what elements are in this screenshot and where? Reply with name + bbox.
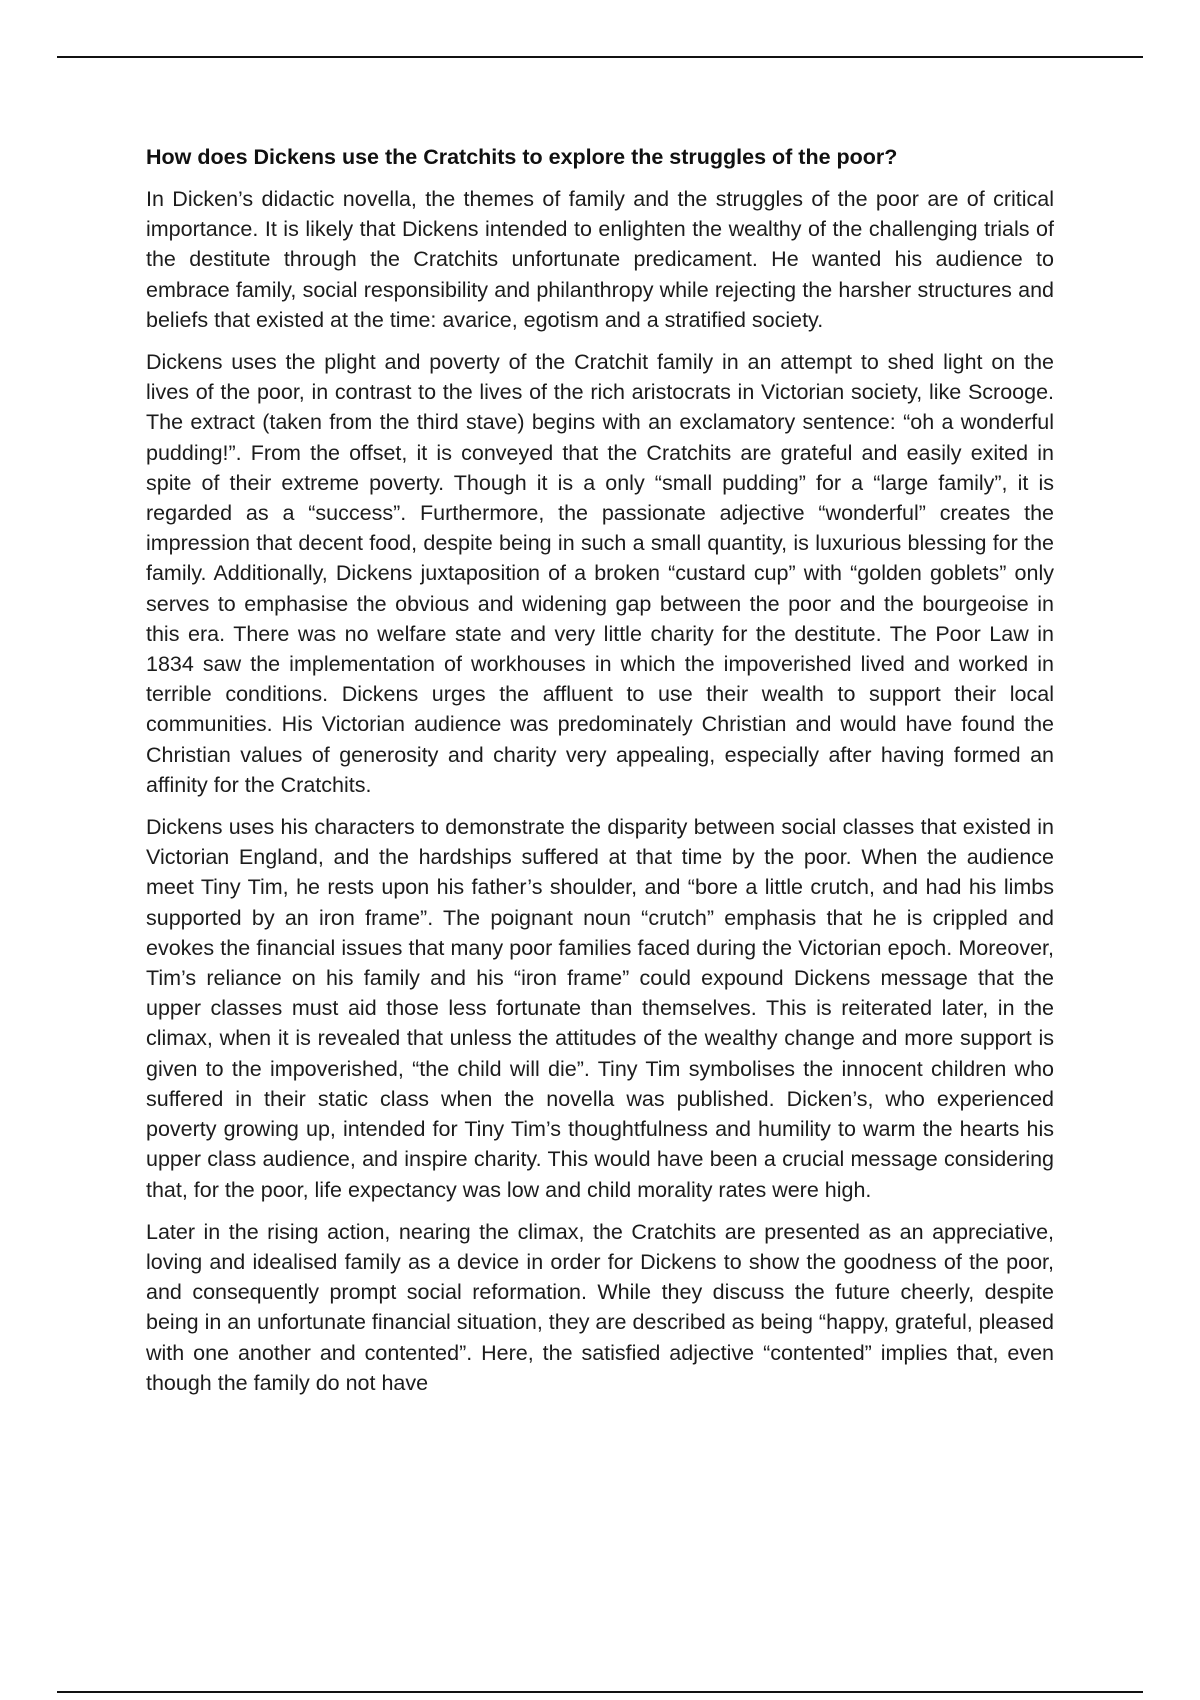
paragraph-plight-and-poverty: Dickens uses the plight and poverty of the Cratchit family in an attempt to shed light on the lives of the poor, in contrast to the lives of the rich aristocrats in Victorian society, like Scrooge. The extract (taken from the third stave) begins with an exclamatory sentence: “oh a wonderful pudding!”. From the offset, it is conveyed that the Cratchits are grateful and easily exited in spite of their extreme poverty. Though it is a only “small pudding” for a “large family”, it is regarded as a “success”. Furthermore, the passionate adjective “wonderful” creates the impression that decent food, despite being in such a small quantity, is luxurious blessing for the family. Additionally, Dickens juxtaposition of a broken “custard cup” with “golden goblets” only serves to emphasise the obvious and widening gap between the poor and the bourgeoise in this era. There was no welfare state and very little charity for the destitute. The Poor Law in 1834 saw the implementation of workhouses in which the impoverished lived and worked in terrible conditions. Dickens urges the affluent to use their wealth to support their local communities. His Victorian audience was predominately Christian and would have found the Christian values of generosity and charity very appealing, especially after having formed an affinity for the Cratchits. <box>146 350 1054 797</box>
document-body <box>146 140 1054 1410</box>
paragraph-idealised-family: Later in the rising action, nearing the climax, the Cratchits are presented as an appreciative, loving and idealised family as a device in order for Dickens to show the goodness of the poor, and consequently prompt social reformation. While they discuss the future cheerly, despite being in an unfortunate financial situation, they are described as being “happy, grateful, pleased with one another and contented”. Here, the satisfied adjective “contented” implies that, even though the family do not have <box>146 1219 1054 1395</box>
paragraph-intro: In Dicken’s didactic novella, the themes of family and the struggles of the poor are of critical importance. It is likely that Dickens intended to enlighten the wealthy of the challenging trials of the destitute through the Cratchits unfortunate predicament. He wanted his audience to embrace family, social responsibility and philanthropy while rejecting the harsher structures and beliefs that existed at the time: avarice, egotism and a stratified society. <box>146 187 1054 332</box>
footer-rule <box>57 1691 1143 1693</box>
paragraph-social-classes: Dickens uses his characters to demonstrate the disparity between social classes that existed in Victorian England, and the hardships suffered at that time by the poor. When the audience meet Tiny Tim, he rests upon his father’s shoulder, and “bore a little crutch, and had his limbs supported by an iron frame”. The poignant noun “crutch” emphasis that he is crippled and evokes the financial issues that many poor families faced during the Victorian epoch. Moreover, Tim’s reliance on his family and his “iron frame” could expound Dickens message that the upper classes must aid those less fortunate than themselves. This is reiterated later, in the climax, when it is revealed that unless the attitudes of the wealthy change and more support is given to the impoverished, “the child will die”. Tiny Tim symbolises the innocent children who suffered in their static class when the novella was published. Dicken’s, who experienced poverty growing up, intended for Tiny Tim’s thoughtfulness and humility to warm the hearts his upper class audience, and inspire charity. This would have been a crucial message considering that, for the poor, life expectancy was low and child morality rates were high. <box>146 815 1054 1202</box>
header-rule <box>57 56 1143 58</box>
essay-title: How does Dickens use the Cratchits to explore the struggles of the poor? <box>146 145 898 169</box>
